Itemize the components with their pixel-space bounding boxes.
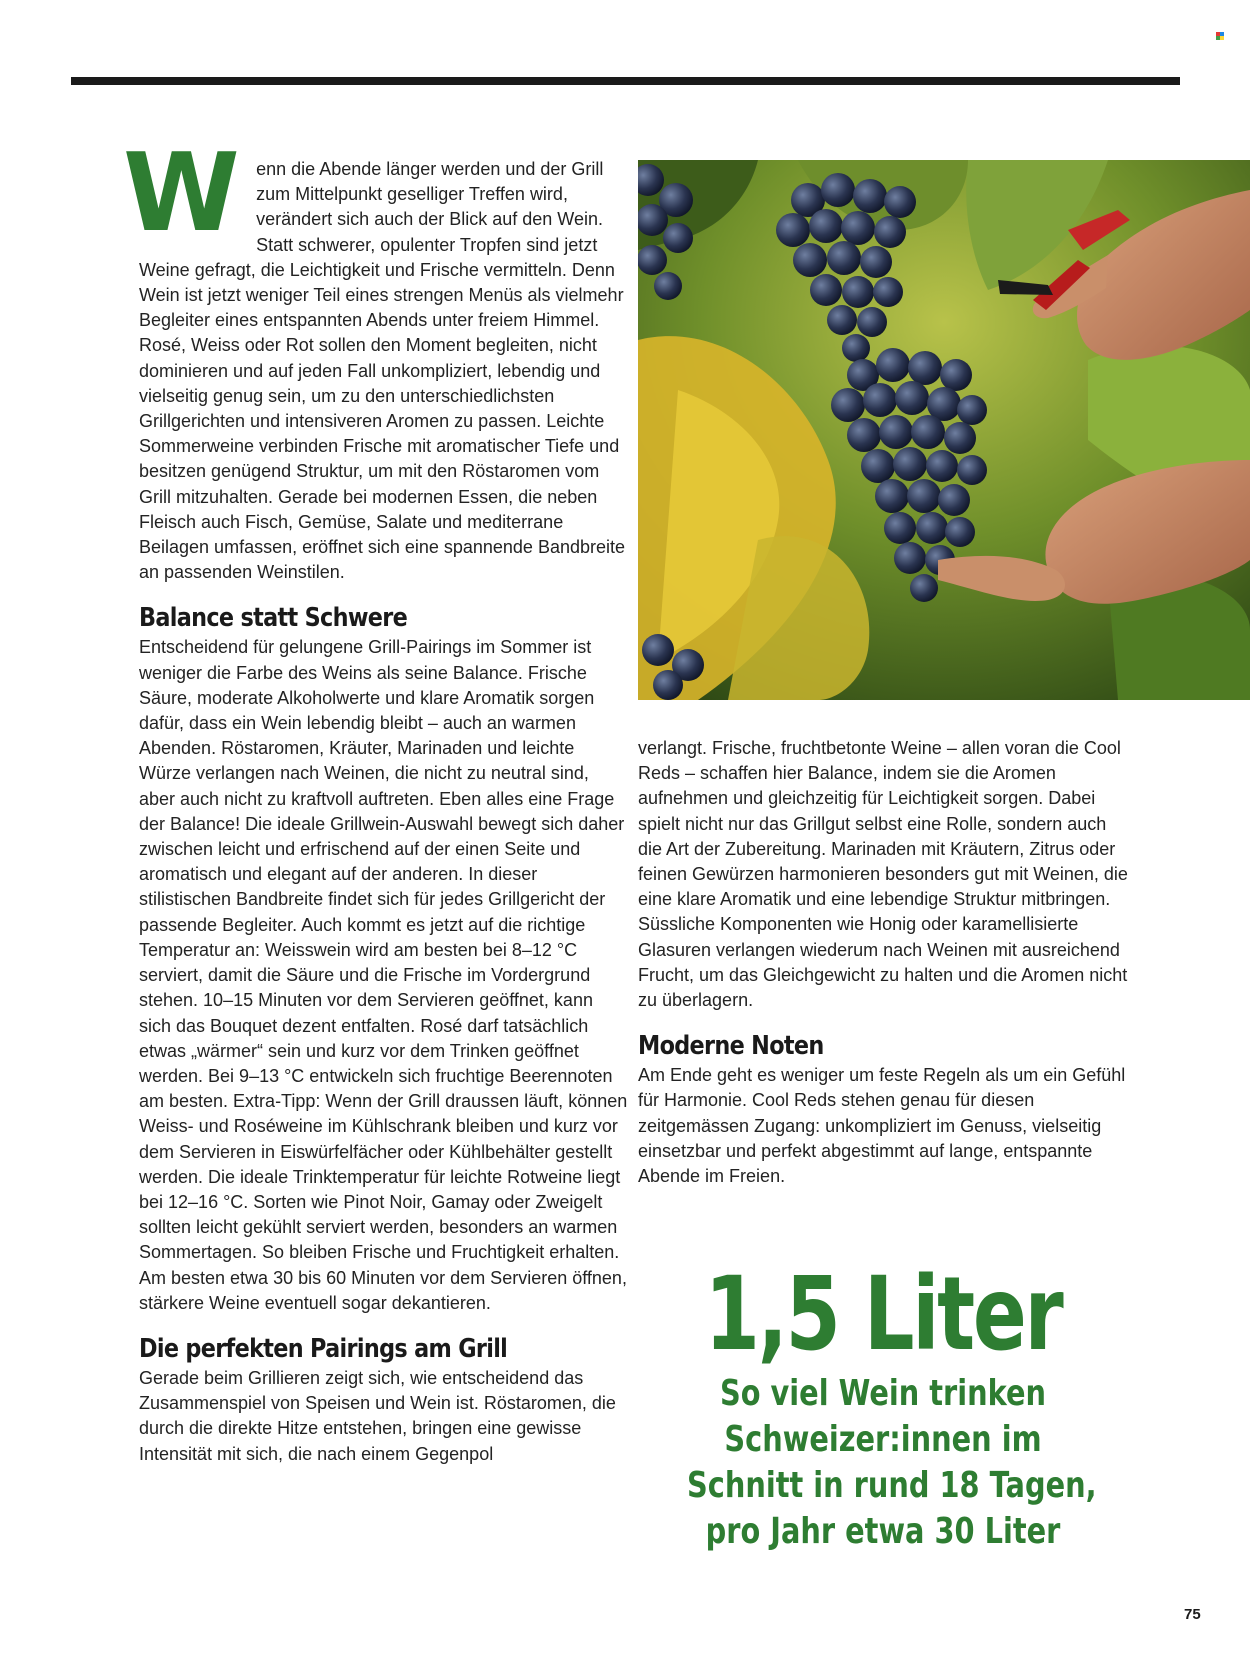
intro-paragraph <box>123 131 629 585</box>
right-column <box>638 736 1128 1189</box>
pairings-paragraph: Gerade beim Grillieren zeigt sich, wie entscheidend das Zusammenspiel von Speisen und Wein ist. Röstaromen, die durch die direkte Hitze entstehen, bringen eine gewisse Intensität mit sich, die nach einem Gegenpol <box>139 1367 616 1464</box>
heading-pairings: Die perfekten Pairings am Grill <box>139 1333 508 1364</box>
publisher-logo-icon <box>1216 32 1224 40</box>
page-number: 75 <box>1184 1606 1201 1623</box>
balance-paragraph: Entscheidend für gelungene Grill-Pairings im Sommer ist weniger die Farbe des Weins als seine Balance. Frische Säure, moderate Alkoholwerte und klare Aromatik sorgen dafür, dass ein Wein lebendig bleibt – auch an warmen Abenden. Röstaromen, Kräuter, Marinaden und leichte Würze verlangen nach Weinen, die nicht zu neutral sind, aber auch nicht zu kraftvoll auftreten. Eben alles eine Frage der Balance! Die ideale Grillwein-Auswahl bewegt sich daher zwischen leicht und erfrischend auf der einen Seite und aromatisch und elegant auf der anderen. In dieser stilistischen Bandbreite findet sich für jedes Grillgericht der passende Begleiter. Auch kommt es jetzt auf die richtige Temperatur an: Weisswein wird am besten bei 8–12 °C serviert, damit die Säure und die Frische im Vordergrund stehen. 10–15 Minuten vor dem Servieren geöffnet, kann sich das Bouquet dezent entfalten. Rosé darf tatsächlich etwas „wärmer“ sein und kurz vor dem Trinken geöffnet werden. Bei 9–13 °C entwickeln sich fruchtige Beerennoten am besten. Extra-Tipp: Wenn der Grill draussen läuft, können Weiss- und Roséweine im Kühlschrank bleiben und kurz vor dem Servieren in Eiswürfelfächer oder Kühlbehälter gestellt werden. Die ideale Trinktemperatur für leichte Rotweine liegt bei 12–16 °C. Sorten wie Pinot Noir, Gamay oder Zweigelt sollten leicht gekühlt serviert werden, besonders an warmen Sommertagen. So bleiben Frische und Fruchtigkeit erhalten. Am besten etwa 30 bis 60 Minuten vor dem Servieren öffnen, stärkere Weine eventuell sogar dekantieren. <box>139 637 628 1313</box>
noten-paragraph: Am Ende geht es weniger um feste Regeln als um ein Gefühl für Harmonie. Cool Reds stehen genau für diesen zeitgemässen Zugang: unkompliziert im Genuss, vielseitig einsetzbar und perfekt abgestimmt auf lange, entspannte Abende im Freien. <box>638 1065 1126 1187</box>
left-column <box>123 131 629 1467</box>
pairings-continued: verlangt. Frische, fruchtbetonte Weine – allen voran die Cool Reds – schaffen hier Balance, indem sie die Aromen aufnehmen und gleichzeitig für Leichtigkeit sorgen. Dabei spielt nicht nur das Grillgut selbst eine Rolle, sondern auch die Art der Zubereitung. Marinaden mit Kräutern, Zitrus oder feinen Gewürzen harmonieren besonders gut mit Weinen, die eine klare Aromatik und eine lebendige Struktur mitbringen. Süssliche Komponenten wie Honig oder karamellisierte Glasuren verlangen wiederum nach Weinen mit ausreichend Frucht, um das Gleichgewicht zu halten und die Aromen nicht zu überlagern. <box>638 738 1128 1011</box>
stat-line-2: Schweizer:innen im <box>724 1419 1042 1460</box>
grape-harvest-photo <box>638 160 1250 700</box>
stat-line-4: pro Jahr etwa 30 Liter <box>705 1511 1061 1552</box>
heading-balance: Balance statt Schwere <box>139 603 408 634</box>
stat-callout <box>638 1255 1128 1554</box>
top-rule <box>71 77 1180 85</box>
stat-line-1: So viel Wein trinken <box>719 1373 1047 1414</box>
dropcap: W <box>123 131 240 256</box>
stat-big-number: 1,5 Liter <box>704 1255 1062 1374</box>
heading-noten: Moderne Noten <box>638 1031 824 1062</box>
intro-text: enn die Abende länger werden und der Grill zum Mittelpunkt geselliger Treffen wird, verändert sich auch der Blick auf den Wein. Statt schwerer, opulenter Tropfen sind jetzt Weine gefragt, die Leichtigkeit und Frische vermitteln. Denn Wein ist jetzt weniger Teil eines strengen Menüs als vielmehr Begleiter eines entspannten Abends unter freiem Himmel. Rosé, Weiss oder Rot sollen den Moment begleiten, nicht dominieren und auf jeden Fall unkompliziert, lebendig und vielseitig genug sein, um zu den unterschiedlichsten Grillgerichten und intensiveren Aromen zu passen. Leichte Sommerweine verbinden Frische mit aromatischer Tiefe und besitzen genügend Struktur, um mit den Röstaromen vom Grill mitzuhalten. Gerade bei modernen Essen, die neben Fleisch auch Fisch, Gemüse, Salate und mediterrane Beilagen umfassen, eröffnet sich eine spannende Bandbreite an passenden Weinstilen. <box>139 159 626 583</box>
stat-line-3: Schnitt in rund 18 Tagen, <box>687 1465 1097 1506</box>
